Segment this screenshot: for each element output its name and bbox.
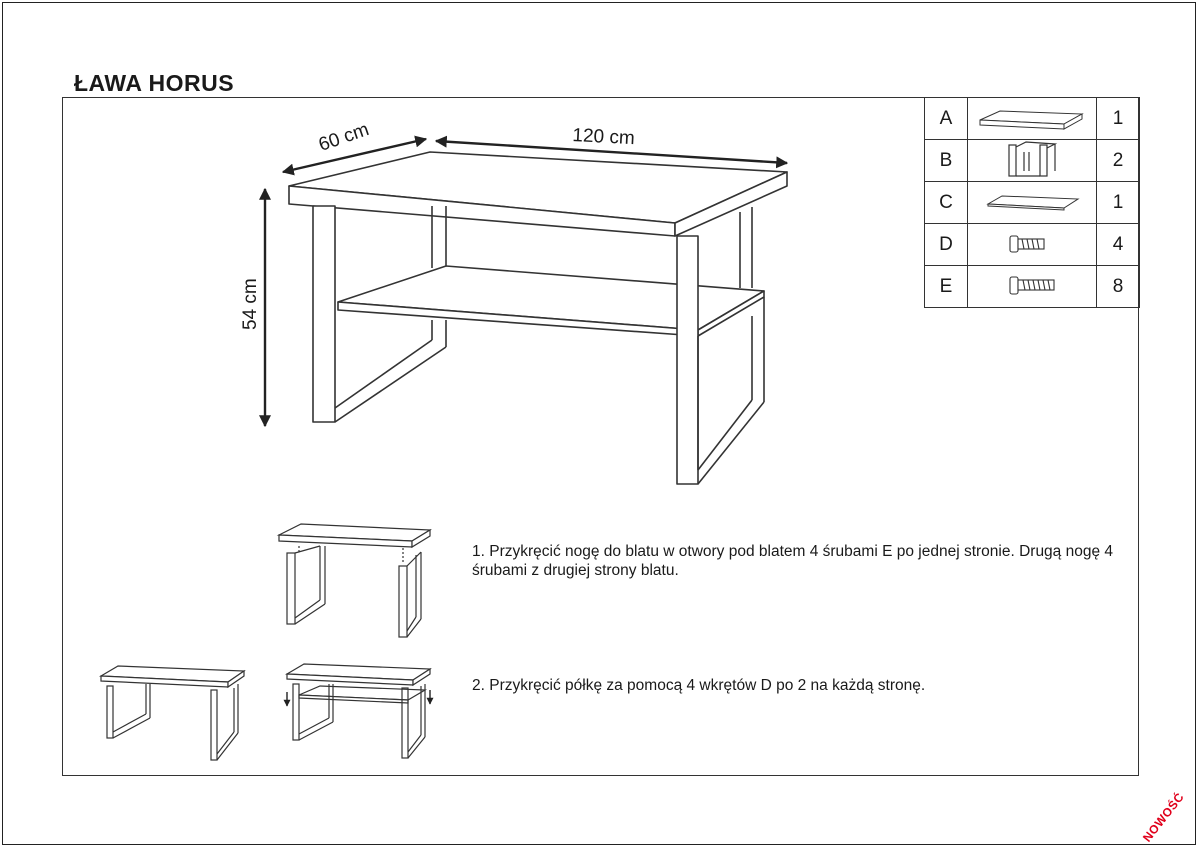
- part-quantity: 1: [1097, 182, 1140, 224]
- new-badge: NOWOŚĆ: [1140, 790, 1187, 845]
- part-letter: E: [925, 266, 968, 308]
- assembly-step-2: 2. Przykręcić półkę za pomocą 4 wkrętów D po 2 na każdą stronę.: [472, 677, 926, 694]
- part-letter: C: [925, 182, 968, 224]
- width-dimension-label: 120 cm: [571, 125, 636, 150]
- part-quantity: 4: [1097, 224, 1140, 266]
- parts-row: [925, 224, 1140, 266]
- metal-leg-frame-icon-cell: [968, 140, 1097, 182]
- parts-row: [925, 140, 1140, 182]
- shelf-panel-icon-cell: [968, 182, 1097, 224]
- part-quantity: 8: [1097, 266, 1140, 308]
- tabletop-panel-icon-cell: [968, 98, 1097, 140]
- step1-illustration: [279, 524, 430, 637]
- part-quantity: 1: [1097, 98, 1140, 140]
- parts-row: [925, 182, 1140, 224]
- long-screw-icon-cell: [968, 266, 1097, 308]
- page-title: ŁAWA HORUS: [74, 70, 235, 96]
- assembly-step-1: 1. Przykręcić nogę do blatu w otwory pod blatem 4 śrubami E po jednej stronie. Drugą nogę 4 śrubami z drugiej strony blatu.: [472, 543, 1114, 579]
- step2-illustration-right: [287, 664, 430, 758]
- depth-dimension-label: 60 cm: [316, 119, 372, 156]
- short-screw-icon-cell: [968, 224, 1097, 266]
- part-letter: B: [925, 140, 968, 182]
- parts-row: [925, 266, 1140, 308]
- parts-list-table: [924, 97, 1140, 308]
- part-letter: A: [925, 98, 968, 140]
- step2-illustration-left: [101, 666, 244, 760]
- height-dimension-label: 54 cm: [240, 278, 261, 330]
- part-quantity: 2: [1097, 140, 1140, 182]
- part-letter: D: [925, 224, 968, 266]
- parts-row: [925, 98, 1140, 140]
- main-table-illustration: [289, 152, 787, 484]
